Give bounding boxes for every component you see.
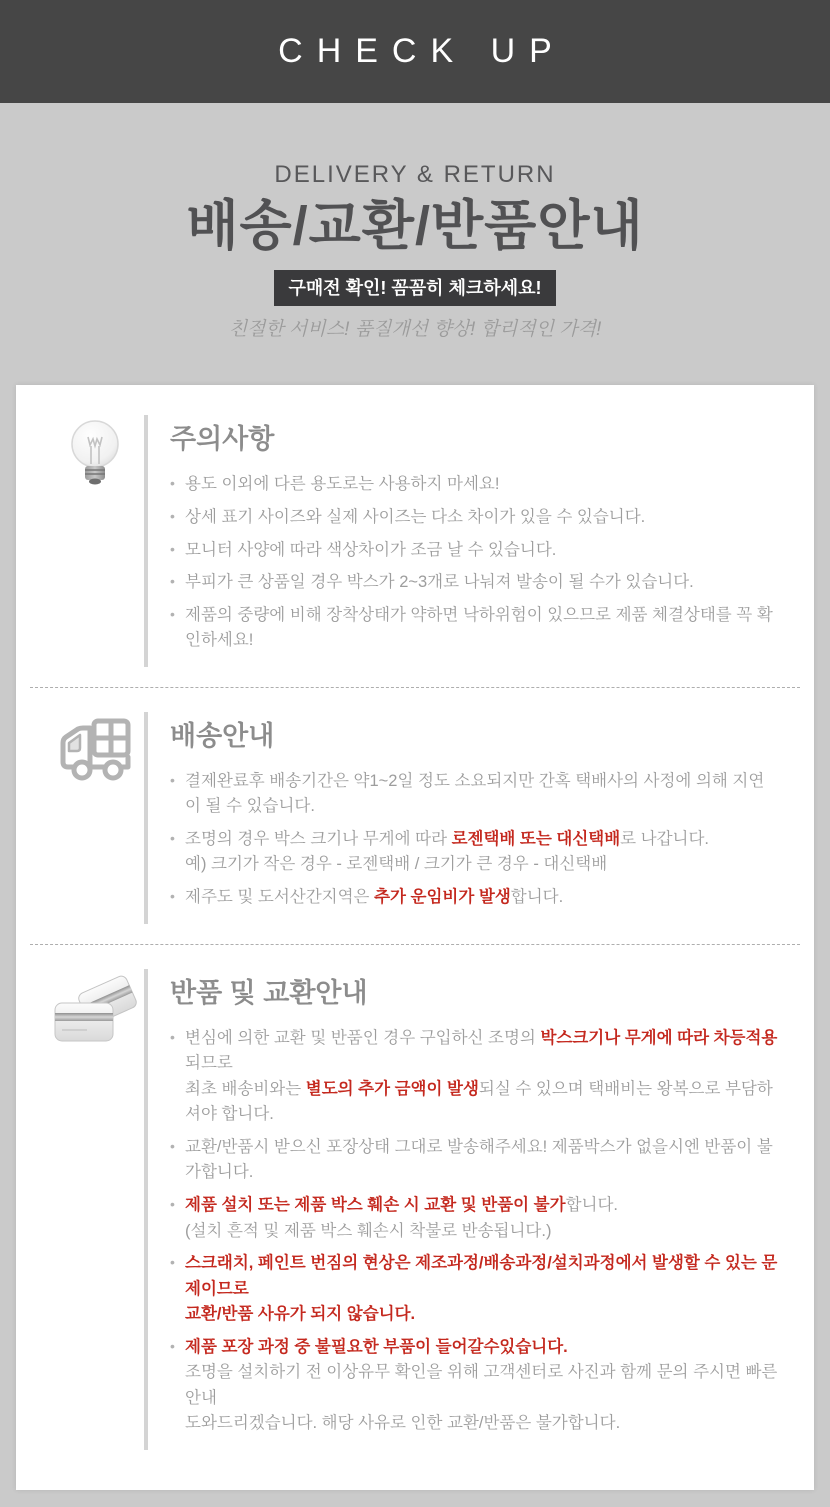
- section-content: [144, 415, 784, 666]
- bullet-icon: •: [170, 540, 175, 557]
- section-title: 반품 및 교환안내: [170, 977, 368, 1008]
- bullet-icon: •: [170, 507, 175, 524]
- list-item: [170, 1193, 778, 1244]
- list-item: [170, 1135, 778, 1186]
- list-item: [170, 538, 778, 564]
- bullet-icon: •: [170, 1337, 175, 1354]
- truck-icon: [46, 712, 144, 924]
- body-text: 조명의 경우 박스 크기나 무게에 따라: [185, 829, 452, 848]
- body-text: 예) 크기가 작은 경우 - 로젠택배 / 크기가 큰 경우 - 대신택배: [185, 855, 608, 874]
- section-title: 주의사항: [170, 424, 275, 455]
- body-text: 부피가 큰 상품일 경우 박스가 2~3개로 나눠져 발송이 될 수가 있습니다.: [185, 573, 694, 592]
- highlighted-text: 교환/반품 사유가 되지 않습니다.: [185, 1305, 416, 1324]
- section-title: 배송안내: [170, 720, 275, 751]
- app-header: [0, 0, 830, 103]
- body-text: 조명을 설치하기 전 이상유무 확인을 위해 고객센터로 사진과 함께 문의 주시면 빠른안내: [185, 1363, 778, 1407]
- bullet-icon: •: [170, 771, 175, 788]
- bullet-icon: •: [170, 573, 175, 590]
- body-text: 되실 수 있으며 택배비는 왕복으로 부담하셔야 합니다.: [185, 1079, 773, 1124]
- list-item: [170, 603, 778, 654]
- list-item: [170, 827, 778, 878]
- list-item: [170, 885, 778, 911]
- body-text: 합니다.: [565, 1195, 618, 1214]
- highlighted-text: 제품 포장 과정 중 불필요한 부품이 들어갈수있습니다.: [185, 1337, 568, 1356]
- bullet-icon: •: [170, 1137, 175, 1154]
- highlighted-text: 박스크기나 무게에 따라 차등적용: [540, 1028, 778, 1047]
- dashed-divider: [30, 687, 800, 688]
- body-text: 용도 이외에 다른 용도로는 사용하지 마세요!: [185, 475, 500, 494]
- highlighted-text: 로젠택배 또는 대신택배: [451, 829, 621, 848]
- bullet-list: [170, 769, 778, 911]
- highlighted-text: 스크래치, 페인트 번짐의 현상은 제조과정/배송과정/설치과정에서 발생할 수 있는 문제이므로: [185, 1254, 778, 1298]
- body-text: 제주도 및 도서산간지역은: [185, 888, 375, 907]
- page-title: 배송/교환/반품안내: [186, 196, 644, 256]
- bullet-icon: •: [170, 1195, 175, 1212]
- list-item: [170, 505, 778, 531]
- bullet-list: [170, 472, 778, 653]
- body-text: 제품의 중량에 비해 장착상태가 약하면 낙하위험이 있으므로 제품 체결상태를 꼭 확인하세요!: [185, 605, 773, 650]
- section-return-exchange: [46, 969, 784, 1450]
- body-text: 교환/반품시 받으신 포장상태 그대로 발송해주세요! 제품박스가 없을시엔 반품이 불가합니다.: [185, 1137, 773, 1182]
- list-item: [170, 570, 778, 596]
- hero-badge: 구매전 확인! 꼼꼼히 체크하세요!: [274, 270, 555, 306]
- hero-subtitle: 친절한 서비스! 품질개선 향상! 합리적인 가격!: [228, 319, 602, 341]
- section-delivery: [46, 712, 784, 924]
- boxes-icon: [46, 969, 144, 1450]
- list-item: [170, 1335, 778, 1437]
- body-text: 모니터 사양에 따라 색상차이가 조금 날 수 있습니다.: [185, 540, 557, 559]
- list-item: [170, 1026, 778, 1128]
- hero-eyebrow: DELIVERY & RETURN: [274, 161, 556, 188]
- body-text: (설치 흔적 및 제품 박스 훼손시 착불로 반송됩니다.): [185, 1221, 552, 1240]
- list-item: [170, 472, 778, 498]
- bullet-icon: •: [170, 1254, 175, 1271]
- highlighted-text: 제품 설치 또는 제품 박스 훼손 시 교환 및 반품이 불가: [185, 1195, 566, 1214]
- lightbulb-icon: [46, 415, 144, 666]
- bullet-icon: •: [170, 829, 175, 846]
- dashed-divider: [30, 944, 800, 945]
- body-text: 결제완료후 배송기간은 약1~2일 정도 소요되지만 간혹 택배사의 사정에 의해 지연이 될 수 있습니다.: [185, 771, 765, 816]
- section-content: [144, 712, 784, 924]
- page-brand: CHECK UP: [278, 32, 566, 70]
- body-text: 최초 배송비와는: [185, 1079, 306, 1098]
- bullet-icon: •: [170, 1028, 175, 1045]
- highlighted-text: 추가 운임비가 발생: [374, 888, 511, 907]
- body-text: 합니다.: [510, 888, 564, 907]
- body-text: 되므로: [185, 1054, 233, 1073]
- highlighted-text: 별도의 추가 금액이 발생: [305, 1079, 479, 1098]
- list-item: [170, 769, 778, 820]
- section-caution: [46, 415, 784, 666]
- bullet-list: [170, 1026, 778, 1437]
- body-text: 변심에 의한 교환 및 반품인 경우 구입하신 조명의: [185, 1028, 541, 1047]
- list-item: [170, 1251, 778, 1328]
- body-text: 로 나갑니다.: [620, 829, 710, 848]
- bullet-icon: •: [170, 605, 175, 622]
- section-content: [144, 969, 784, 1450]
- hero-section: [0, 103, 830, 385]
- bullet-icon: •: [170, 888, 175, 905]
- bullet-icon: •: [170, 475, 175, 492]
- info-panel: [16, 385, 814, 1490]
- body-text: 도와드리겠습니다. 해당 사유로 인한 교환/반품은 불가합니다.: [185, 1414, 621, 1433]
- body-text: 상세 표기 사이즈와 실제 사이즈는 다소 차이가 있을 수 있습니다.: [185, 507, 646, 526]
